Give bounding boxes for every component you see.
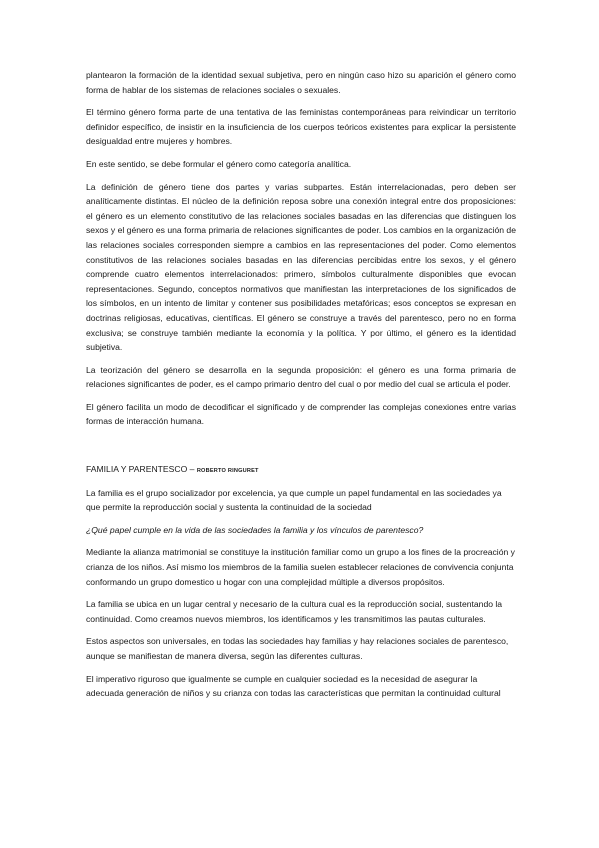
paragraph: La familia se ubica en un lugar central y necesario de la cultura cual es la reproducción social, sustentando la continuidad. Como creamos nuevos miembros, los identificamos y les transmitimos las pautas culturales. bbox=[86, 599, 503, 624]
paragraph: Estos aspectos son universales, en todas las sociedades hay familias y hay relaciones sociales de parentesco, aunque se manifiestan de manera diversa, según las diferentes culturas. bbox=[86, 636, 509, 661]
paragraph: La definición de género tiene dos partes y varias subpartes. Están interrelacionadas, pero deben ser analíticamente distintas. El núcleo de la definición reposa sobre una conexión integral entre dos proposiciones: el género es un elemento constitutivo de las relaciones sociales basadas en las diferencias que distinguen los sexos y el género es una forma primaria de relaciones significantes de poder. Los cambios en la organización de las relaciones sociales corresponden siempre a cambios en las representaciones del poder. Como elementos constitutivos de las relaciones sociales basadas en las diferencias percibidas entre los sexos, y el género comprende cuatro elementos interrelacionados: primero, símbolos culturalmente disponibles que evocan representaciones. Segundo, conceptos normativos que manifiestan las interpretaciones de los significados de los símbolos, en un intento de limitar y contener sus posibilidades metafóricas; esos conceptos se expresan en doctrinas religiosas, educativas, científicas. El género se construye a través del parentesco, pero no en forma exclusiva; se construye también mediante la economía y la política. Y por último, el género es la identidad subjetiva. bbox=[86, 181, 516, 353]
paragraph: En este sentido, se debe formular el género como categoría analítica. bbox=[86, 158, 352, 169]
paragraph: El género facilita un modo de decodificar el significado y de comprender las complejas conexiones entre varias formas de interacción humana. bbox=[86, 401, 516, 427]
section-heading bbox=[86, 462, 516, 479]
section-title: FAMILIA Y PARENTESCO bbox=[86, 464, 188, 475]
paragraph: La familia es el grupo socializador por excelencia, ya que cumple un papel fundamental en las sociedades ya que permite la reproducción social y sustenta la continuidad de la sociedad bbox=[86, 487, 502, 513]
author-name: ROBERTO RINGURET bbox=[196, 468, 259, 475]
paragraph: plantearon la formación de la identidad sexual subjetiva, pero en ningún caso hizo su aparición el género como forma de hablar de los sistemas de relaciones sociales o sexuales. bbox=[86, 70, 516, 95]
question-paragraph: ¿Qué papel cumple en la vida de las sociedades la familia y los vínculos de parentesco? bbox=[86, 524, 424, 535]
paragraph: El término género forma parte de una tentativa de las feministas contemporáneas para reivindicar un territorio definidor específico, de insistir en la insuficiencia de los cuerpos teóricos existentes para explicar la persistente desigualdad entre mujeres y hombres. bbox=[86, 107, 516, 147]
paragraph: La teorización del género se desarrolla en la segunda proposición: el género es una forma primaria de relaciones significantes de poder, es el campo primario dentro del cual o por medio del cual se articula el poder. bbox=[86, 364, 516, 390]
paragraph: El imperativo riguroso que igualmente se cumple en cualquier sociedad es la necesidad de asegurar la adecuada generación de niños y su crianza con todas las características que permitan la continuidad cultural bbox=[86, 673, 501, 699]
document-page bbox=[86, 68, 516, 709]
heading-dash: – bbox=[187, 464, 197, 475]
paragraph: Mediante la alianza matrimonial se constituye la institución familiar como un grupo a los fines de la procreación y crianza de los niños. Así mismo los miembros de la familia suelen establecer relaciones de convivencia conjunta conformando un grupo domestico u hogar con una complejidad múltiple a diversos propósitos. bbox=[86, 547, 515, 587]
